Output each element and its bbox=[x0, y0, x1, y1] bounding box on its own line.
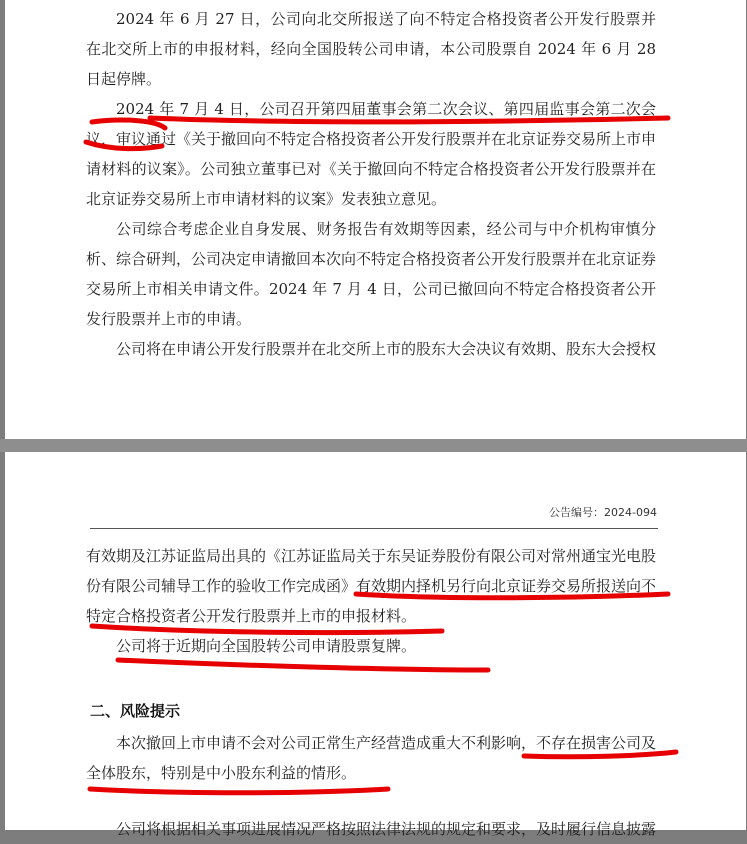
paragraph-withdrawal-decision: 公司综合考虑企业自身发展、财务报告有效期等因素，经公司与中介机构审慎分析、综合研判，公司决定申请撤回本次向不特定合格投资者公开发行股票并在北京证券交易所上市相关申请文件。2024 年 7 月 4 日，公司已撤回向不特定合格投资者公开发行股票并上市的申请。 bbox=[86, 220, 657, 328]
paragraph-risk: 本次撤回上市申请不会对公司正常生产经营造成重大不利影响，不存在损害公司及全体股东，特别是中小股东利益的情形。 bbox=[86, 734, 657, 782]
cutoff-body bbox=[86, 814, 656, 844]
header-divider bbox=[90, 528, 658, 529]
paragraph-resume-trading: 公司将于近期向全国股转公司申请股票复牌。 bbox=[116, 637, 417, 655]
paragraph-suspension: 2024 年 6 月 27 日，公司向北交所报送了向不特定合格投资者公开发行股票并在北交所上市的申报材料，经向全国股转公司申请，本公司股票自 2024 年 6 月 28 日起停牌。 bbox=[86, 10, 656, 88]
paragraph-resubmission-start: 公司将在申请公开发行股票并在北交所上市的股东大会决议有效期、股东大会授权 bbox=[116, 340, 657, 358]
paragraph-cutoff: 公司将根据相关事项进展情况严格按照法律法规的规定和要求，及时履行信息披露 bbox=[116, 820, 657, 838]
page1-body bbox=[86, 4, 656, 364]
notice-number: 公告编号：2024-094 bbox=[549, 506, 657, 519]
paragraph-continuation: 有效期及江苏证监局出具的《江苏证监局关于东吴证券股份有限公司对常州通宝光电股份有限公司辅导工作的验收工作完成函》有效期内择机另行向北京证券交易所报送向不特定合格投资者公开发行股票并上市的申报材料。 bbox=[86, 547, 657, 625]
page2-body bbox=[86, 541, 656, 661]
section-title-risk: 二、风险提示 bbox=[90, 702, 181, 720]
page-gap bbox=[0, 439, 747, 452]
risk-body bbox=[86, 728, 656, 788]
paragraph-board-meeting: 2024 年 7 月 4 日，公司召开第四届董事会第二次会议、第四届监事会第二次会议，审议通过《关于撤回向不特定合格投资者公开发行股票并在北京证券交易所上市申请材料的议案》。公司独立董事已对《关于撤回向不特定合格投资者公开发行股票并在北京证券交易所上市申请材料的议案》发表独立意见。 bbox=[86, 100, 657, 208]
